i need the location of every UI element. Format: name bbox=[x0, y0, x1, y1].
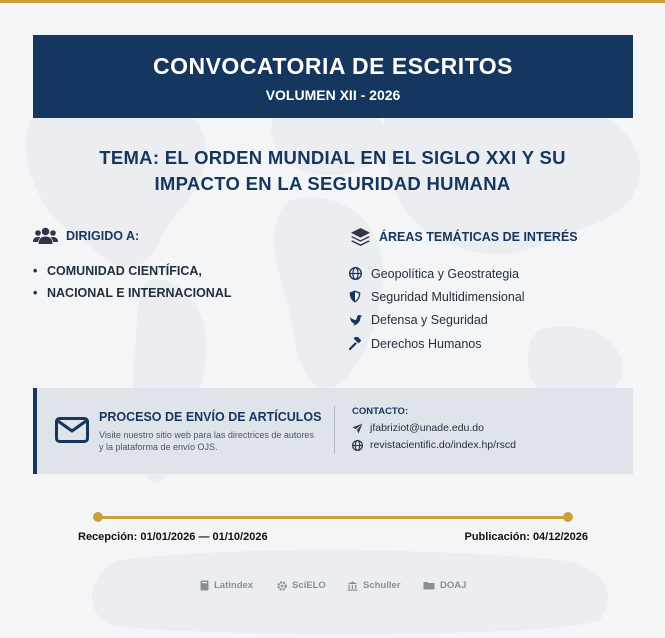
dirigido-item-label: NACIONAL E INTERNACIONAL bbox=[47, 286, 232, 300]
theme-title-line-2: IMPACTO EN LA SEGURIDAD HUMANA bbox=[154, 173, 511, 194]
dirigido-item-label: COMUNIDAD CIENTÍFICA, bbox=[47, 264, 202, 278]
institution-icon bbox=[347, 581, 358, 591]
shield-icon bbox=[349, 290, 361, 303]
list-item bbox=[349, 309, 525, 332]
globe-icon bbox=[352, 440, 363, 451]
banner-subtitle: VOLUMEN XII - 2026 bbox=[265, 87, 401, 103]
theme-title-line-1: TEMA: EL ORDEN MUNDIAL EN EL SIGLO XXI Y SU bbox=[99, 147, 566, 168]
contact-email[interactable]: jfabriziot@unade.edu.do bbox=[370, 422, 484, 434]
contact-heading: CONTACTO: bbox=[352, 406, 409, 417]
list-item: • COMUNIDAD CIENTÍFICA, bbox=[33, 263, 232, 285]
dirigido-heading-label: DIRIGIDO A: bbox=[66, 229, 140, 243]
area-item-label: Derechos Humanos bbox=[371, 336, 482, 351]
folder-icon bbox=[423, 581, 435, 590]
banner-title: CONVOCATORIA DE ESCRITOS bbox=[152, 53, 514, 79]
list-item bbox=[349, 262, 525, 285]
index-label: Latindex bbox=[214, 580, 254, 591]
globe-icon bbox=[349, 267, 362, 280]
index-scielo bbox=[277, 580, 326, 591]
theme-title bbox=[60, 145, 605, 197]
list-item bbox=[349, 285, 525, 308]
area-item-label: Geopolítica y Geostrategia bbox=[371, 266, 519, 281]
timeline-start-dot bbox=[93, 512, 103, 522]
area-item-label: Defensa y Seguridad bbox=[371, 313, 488, 328]
index-latindex bbox=[200, 580, 253, 591]
index-label: SciELO bbox=[292, 580, 326, 591]
reception-dates: Recepción: 01/01/2026 — 01/10/2026 bbox=[78, 531, 268, 543]
timeline-bar bbox=[98, 516, 568, 519]
envelope-icon bbox=[55, 417, 89, 443]
submission-panel bbox=[33, 388, 633, 474]
areas-list bbox=[349, 262, 525, 355]
gavel-icon bbox=[349, 337, 362, 350]
submission-title: PROCESO DE ENVÍO DE ARTÍCULOS bbox=[99, 410, 322, 424]
users-icon bbox=[33, 227, 58, 245]
contact-website-row bbox=[352, 439, 516, 451]
area-item-label: Seguridad Multidimensional bbox=[371, 289, 525, 304]
areas-heading-label: ÁREAS TEMÁTICAS DE INTERÉS bbox=[379, 230, 578, 244]
header-banner bbox=[33, 35, 633, 118]
dirigido-heading bbox=[33, 227, 139, 245]
areas-heading bbox=[350, 227, 578, 247]
cog-icon bbox=[277, 581, 287, 591]
index-label: Schuller bbox=[363, 580, 401, 591]
contact-email-row bbox=[352, 422, 484, 434]
list-item: • NACIONAL E INTERNACIONAL bbox=[33, 285, 232, 307]
timeline-end-dot bbox=[563, 512, 573, 522]
dirigido-list bbox=[33, 263, 232, 307]
dove-icon bbox=[349, 314, 363, 327]
contact-website[interactable]: revistacientific.do/index.hp/rscd bbox=[370, 439, 516, 451]
submission-description: Visite nuestro sitio web para las directrices de autores y la plataforma de envío OJS. bbox=[99, 430, 314, 452]
index-schuller bbox=[347, 580, 401, 591]
publication-date: Publicación: 04/12/2026 bbox=[464, 531, 588, 543]
paper-plane-icon bbox=[352, 423, 363, 434]
divider bbox=[334, 406, 335, 454]
index-doaj bbox=[423, 580, 466, 591]
layers-icon bbox=[350, 227, 371, 247]
index-label: DOAJ bbox=[440, 580, 467, 591]
book-icon bbox=[200, 580, 209, 591]
list-item bbox=[349, 332, 525, 355]
